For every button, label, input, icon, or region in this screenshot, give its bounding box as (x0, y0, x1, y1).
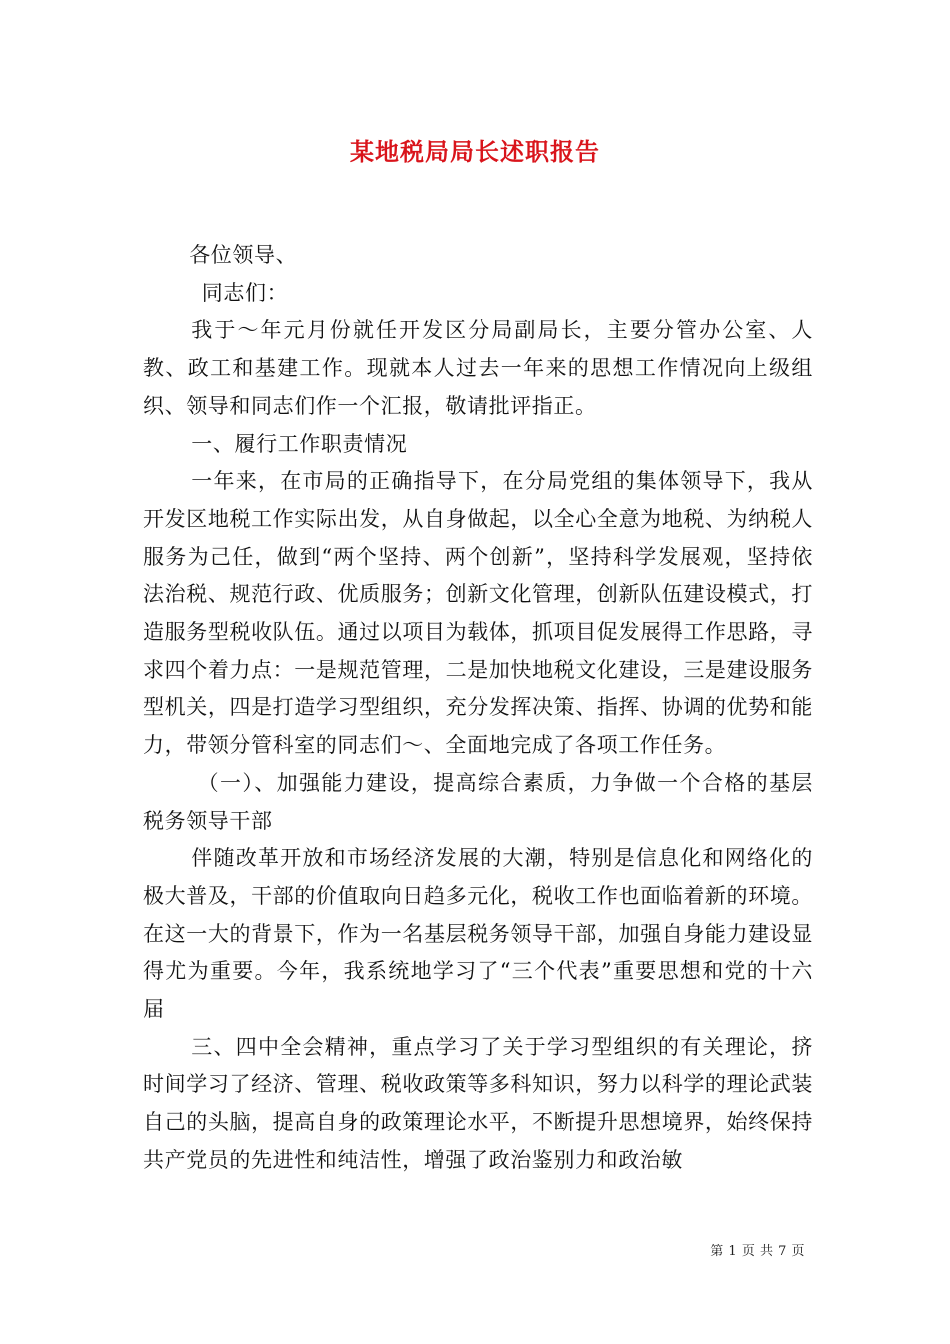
body-paragraph-2: 伴随改革开放和市场经济发展的大潮，特别是信息化和网络化的极大普及，干部的价值取向日趋多元化，税收工作也面临着新的环境。在这一大的背景下，作为一名基层税务领导干部，加强自身能力建设显得尤为重要。今年，我系统地学习了“三个代表”重要思想和党的十六届 (143, 846, 813, 1022)
body-paragraph-1: 一年来，在市局的正确指导下，在分局党组的集体领导下，我从开发区地税工作实际出发，从自身做起，以全心全意为地税、为纳税人服务为己任，做到“两个坚持、两个创新”，坚持科学发展观，坚持依法治税、规范行政、优质服务；创新文化管理，创新队伍建设模式，打造服务型税收队伍。通过以项目为载体，抓项目促发展得工作思路，寻求四个着力点：一是规范管理，二是加快地税文化建设，三是建设服务型机关，四是打造学习型组织，充分发挥决策、指挥、协调的优势和能力，带领分管科室的同志们～、全面地完成了各项工作任务。 (143, 469, 813, 758)
page-number-footer: 第 1 页 共 7 页 (710, 1244, 805, 1259)
salutation-line-1: 各位领导、 (189, 243, 298, 267)
body-paragraph-3: 三、四中全会精神，重点学习了关于学习型组织的有关理论，挤时间学习了经济、管理、税收政策等多科知识，努力以科学的理论武装自己的头脑，提高自身的政策理论水平，不断提升思想境界，始终保持共产党员的先进性和纯洁性，增强了政治鉴别力和政治敏 (143, 1034, 813, 1172)
document-body (143, 237, 813, 1180)
intro-paragraph: 我于～年元月份就任开发区分局副局长，主要分管办公室、人教、政工和基建工作。现就本人过去一年来的思想工作情况向上级组织、领导和同志们作一个汇报，敬请批评指正。 (143, 318, 813, 418)
subsection-heading-1: （一）、加强能力建设，提高综合素质，力争做一个合格的基层税务领导干部 (143, 770, 813, 833)
section-heading-1: 一、履行工作职责情况 (191, 431, 408, 456)
document-title: 某地税局局长述职报告 (350, 137, 600, 166)
salutation-line-2: 同志们： (201, 280, 289, 305)
